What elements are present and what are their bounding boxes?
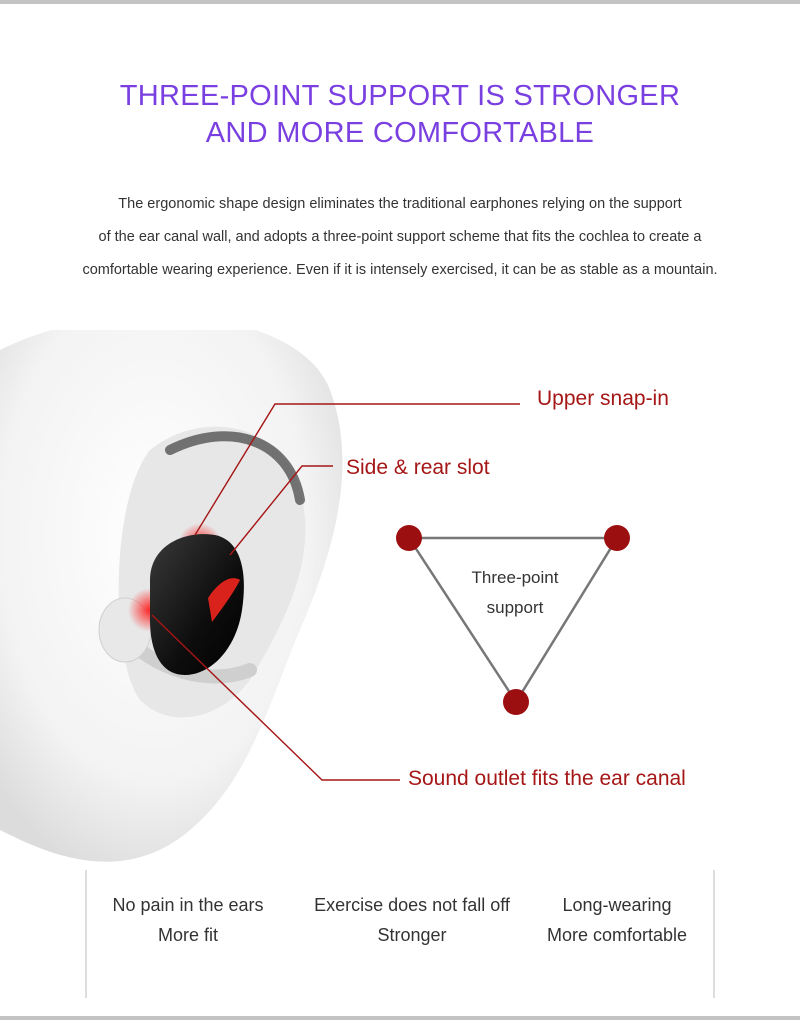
heading-line-2: AND MORE COMFORTABLE [205, 117, 595, 149]
feature-item [88, 890, 288, 950]
feature-item [522, 890, 712, 950]
feature-subtitle: Stronger [377, 925, 447, 945]
feature-title: No pain in the ears [112, 895, 264, 915]
triangle-label [455, 563, 575, 623]
callout-side-rear-slot: Side & rear slot [346, 456, 490, 479]
callout-upper-snap-in: Upper snap-in [537, 387, 669, 410]
page-heading [0, 78, 800, 152]
bottom-divider [0, 1016, 800, 1020]
feature-title: Exercise does not fall off [314, 895, 510, 915]
point-top-left [396, 525, 422, 551]
top-divider [0, 0, 800, 4]
intro-line-3: comfortable wearing experience. Even if it is intensely exercised, it can be as stable as a mountain. [82, 262, 718, 278]
feature-subtitle: More fit [157, 925, 218, 945]
intro-line-2: of the ear canal wall, and adopts a three-point support scheme that fits the cochlea to create a [98, 229, 702, 245]
triangle-label-line-1: Three-point [471, 568, 559, 587]
feature-subtitle: More comfortable [546, 925, 688, 945]
callout-sound-outlet: Sound outlet fits the ear canal [408, 767, 686, 790]
triangle-label-line-2: support [486, 598, 544, 617]
feature-title: Long-wearing [562, 895, 672, 915]
feature-row [0, 860, 800, 1010]
intro-line-1: The ergonomic shape design eliminates the traditional earphones relying on the support [118, 196, 682, 212]
feature-item [292, 890, 532, 950]
point-bottom [503, 689, 529, 715]
heading-line-1: THREE-POINT SUPPORT IS STRONGER [119, 80, 681, 112]
point-top-right [604, 525, 630, 551]
intro-paragraph [30, 188, 770, 287]
